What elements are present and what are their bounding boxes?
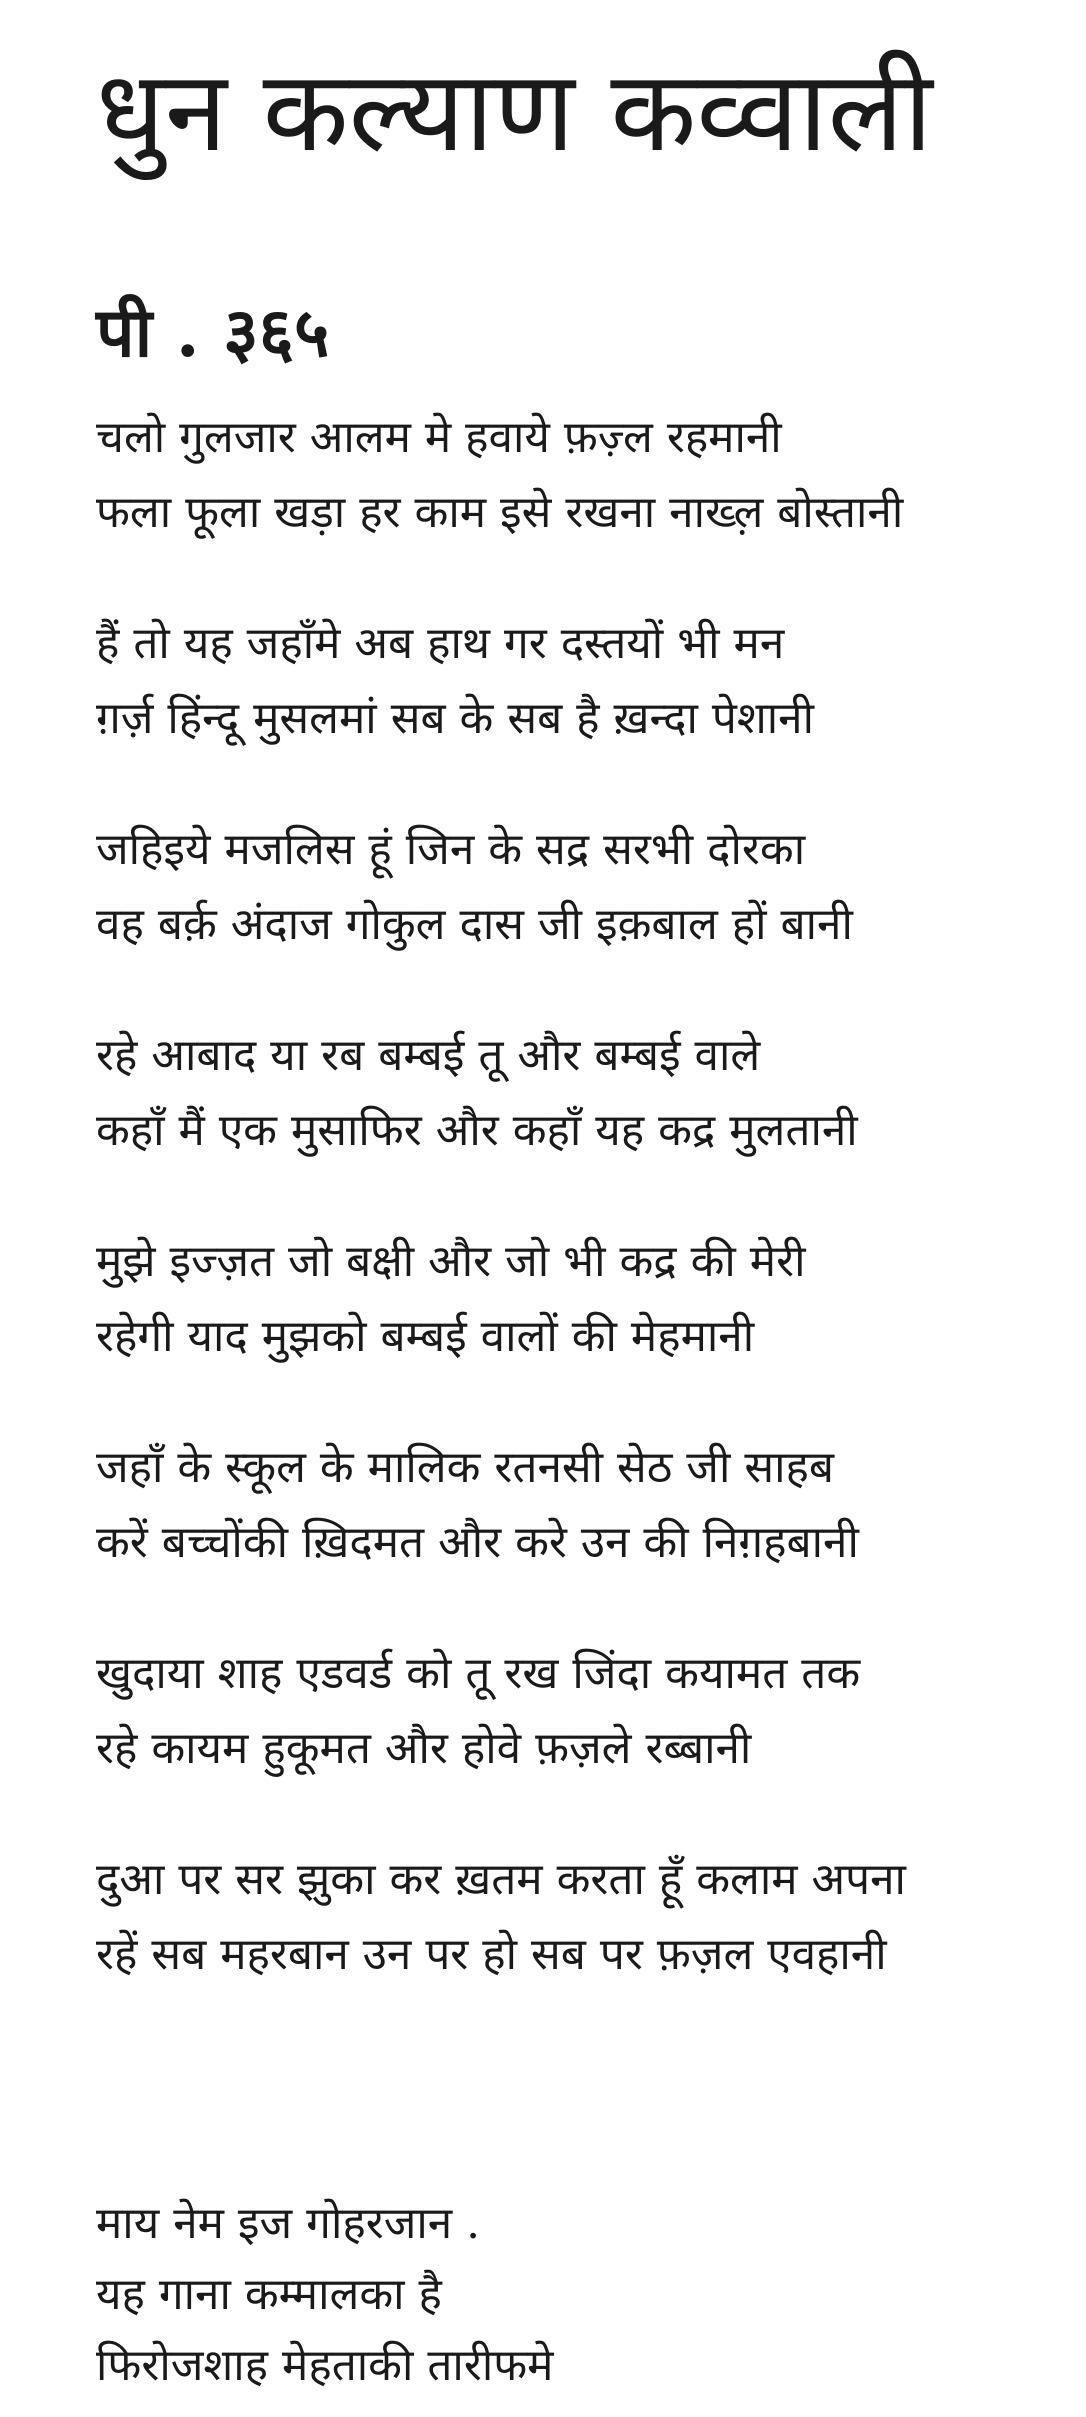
verse-line: खुदाया शाह एडवर्ड को तू रख जिंदा कयामत तक bbox=[96, 1648, 861, 1699]
stanza-1 bbox=[96, 400, 1046, 550]
stanza-7 bbox=[96, 1636, 1046, 1786]
verse-line: जहाँ के स्कूल के मालिक रतनसी सेठ जी साहब bbox=[96, 1442, 834, 1493]
verse-line: हैं तो यह जहाँमे अब हाथ गर दस्तयों भी मन bbox=[96, 618, 785, 669]
stanza-8 bbox=[96, 1842, 1046, 1992]
verse-line: दुआ पर सर झुका कर ख़तम करता हूँ कलाम अपना bbox=[96, 1854, 906, 1905]
verse-line: जहिइये मजलिस हूं जिन के सद्र सरभी दोरका bbox=[96, 824, 806, 875]
verse-line: रहेगी याद मुझको बम्बई वालों की मेहमानी bbox=[96, 1311, 755, 1362]
page-reference: पी . ३६५ bbox=[96, 293, 330, 373]
verse-line: रहें सब महरबान उन पर हो सब पर फ़ज़ल एवहानी bbox=[96, 1929, 887, 1980]
verse-line: फला फूला खड़ा हर काम इसे रखना नाख्ल़ बोस्तानी bbox=[96, 487, 904, 538]
closing-line: माय नेम इज गोहरजान . bbox=[96, 2198, 481, 2249]
verse-line: रहे आबाद या रब बम्बई तू और बम्बई वाले bbox=[96, 1030, 761, 1081]
closing-line: फिरोजशाह मेहताकी तारीफमे bbox=[96, 2340, 554, 2391]
verse-line: कहाँ मैं एक मुसाफिर और कहाँ यह कद्र मुलतानी bbox=[96, 1105, 858, 1156]
closing-notes bbox=[96, 2188, 1046, 2401]
poem-body bbox=[96, 400, 1046, 2048]
stanza-6 bbox=[96, 1430, 1046, 1580]
verse-line: वह बर्क़ अंदाज गोकुल दास जी इक़बाल हों बानी bbox=[96, 899, 853, 950]
verse-line: करें बच्चोंकी ख़िदमत और करे उन की निग़हबानी bbox=[96, 1517, 859, 1568]
verse-line: रहे कायम हुकूमत और होवे फ़ज़ले रब्बानी bbox=[96, 1723, 752, 1774]
verse-line: ग़र्ज़ हिंन्दू मुसलमां सब के सब है ख़न्दा पेशानी bbox=[96, 693, 814, 744]
stanza-3 bbox=[96, 812, 1046, 962]
page-title: धुन कल्याण कव्वाली bbox=[96, 47, 933, 177]
stanza-5 bbox=[96, 1224, 1046, 1374]
verse-line: चलो गुलजार आलम मे हवाये फ़ज़्ल रहमानी bbox=[96, 412, 782, 463]
stanza-2 bbox=[96, 606, 1046, 756]
closing-line: यह गाना कम्मालका है bbox=[96, 2269, 442, 2320]
stanza-4 bbox=[96, 1018, 1046, 1168]
verse-line: मुझे इज्ज़त जो बक्षी और जो भी कद्र की मेरी bbox=[96, 1236, 806, 1287]
